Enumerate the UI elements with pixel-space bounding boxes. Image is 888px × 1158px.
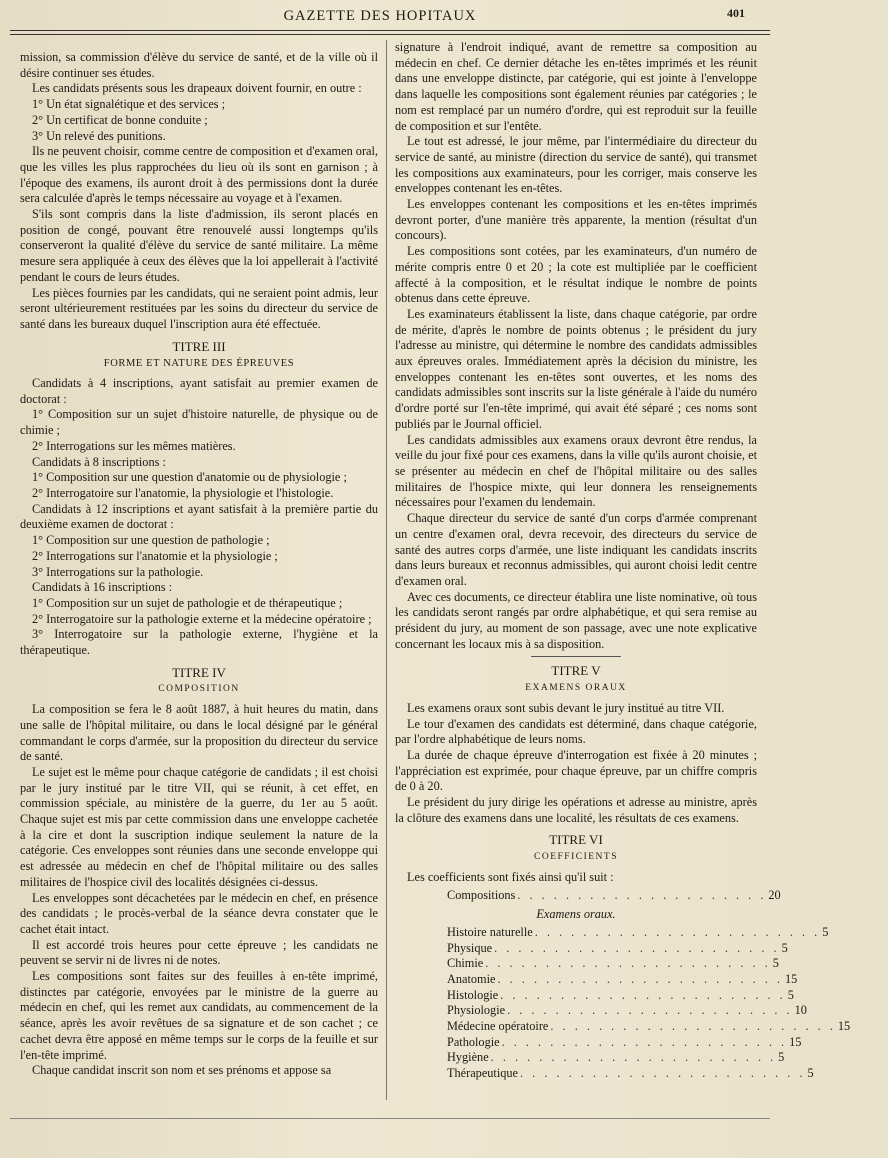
coefficients-table [395, 887, 851, 1082]
paragraph: Chaque candidat inscrit son nom et ses prénoms et appose sa [32, 1063, 332, 1078]
paragraph: La durée de chaque épreuve d'interrogation est fixée à 20 minutes ; l'appréciation est exprimée, pour chaque épreuve, par un chiffre compris de 0 à 20. [395, 747, 757, 794]
page-number: 401 [727, 6, 745, 20]
coefficient-label: Chimie [447, 956, 484, 971]
coefficient-value: 20 [768, 887, 781, 902]
coefficient-value: 5 [781, 940, 788, 955]
coefficient-row [395, 887, 781, 904]
list-item: 2° Interrogations sur l'anatomie et la physiologie ; [32, 548, 278, 563]
header-rule-thin [10, 34, 770, 35]
coefficient-label: Compositions [447, 887, 516, 902]
section-subtitle-titre-4: COMPOSITION [158, 684, 240, 695]
coefficient-row [395, 924, 829, 941]
coefficient-row [395, 972, 798, 988]
coefficient-value: 15 [837, 1019, 851, 1034]
coefficient-label: Médecine opératoire [447, 1019, 549, 1034]
coefficient-row [395, 1066, 814, 1082]
paragraph: Les pièces fournies par les candidats, qui ne seraient point admis, leur seront ultérieurement restituées par les soins du directeur du service de santé dans les bureaux duquel l'inscription aura été effectuée. [20, 285, 378, 331]
dot-leader: . . . . . . . . . . . . . . . . . . . . . [517, 887, 767, 902]
paragraph: Le tout est adressé, le jour même, par l'intermédiaire du directeur du service de santé, au ministre (direction du service de santé), qui transmet les compositions aux examinateurs, pour les corriger, mais conserve les enveloppes contenant les en-têtes. [395, 134, 757, 196]
footer-rule [10, 1118, 770, 1119]
paragraph: Le sujet est le même pour chaque catégorie de candidats ; il est choisi par le jury institué par le titre VII, qui se réunit, à cet effet, en commission spéciale, au ministère de la guerre, du 1er au 5 août. Chaque sujet est mis par cette commission dans une enveloppe cachetée à la cire et dont la suscription indique seulement la nature de la catégorie. Ces enveloppes sont réunies dans une seconde enveloppe qui est adressée au médecin en chef de l'hôpital militaire ou des salles militaires de l'hospice civil des localités désignées ci-dessus. [20, 764, 378, 889]
section-title-titre-5: TITRE V [551, 663, 601, 679]
paragraph: Candidats à 4 inscriptions, ayant satisfait au premier examen de doctorat : [20, 376, 378, 406]
section-title-titre-3: TITRE III [172, 338, 226, 354]
coefficient-label: Histologie [447, 987, 499, 1002]
list-item: 3° Un relevé des punitions. [32, 128, 166, 143]
coefficient-value: 10 [794, 1003, 807, 1018]
list-item: 1° Composition sur un sujet d'histoire naturelle, de physique ou de chimie ; [20, 407, 378, 438]
paragraph: Les candidats admissibles aux examens oraux devront être rendus, la veille du jour fixé pour ces examens, dans la ville qu'ils auront choisie, et se présenter au médecin en chef de l'hôpital militaire ou des salles militaires de l'hospice mixte, qui leur donnera les renseignements nécessaires pour l'examen du lendemain. [395, 432, 757, 510]
list-item: 3° Interrogatoire sur la pathologie externe, l'hygiène et la thérapeutique. [20, 627, 378, 658]
coefficient-label: Hygiène [447, 1050, 489, 1065]
header-rule-thick [10, 30, 770, 31]
oral-exams-heading: Examens oraux. [536, 907, 616, 922]
paragraph: Candidats à 8 inscriptions : [32, 454, 166, 469]
paragraph: Chaque directeur du service de santé d'un corps d'armée comprenant un centre d'examen oral, devra recevoir, des directeurs du service de santé des autres corps d'armée, une liste indiquant les candidats inscrits dans leurs bureaux et reconnus admissibles, qui auront choisi ledit centre d'examen oral. [395, 511, 757, 588]
coefficient-row [395, 940, 788, 957]
coefficient-value: 15 [785, 972, 798, 987]
coefficient-row [395, 1019, 851, 1035]
paragraph: S'ils sont compris dans la liste d'admission, ils seront placés en position de congé, pouvant être renouvelé aussi longtemps qu'ils conserveront la qualité d'élève du service de santé militaire. La même mesure sera appliquée à ceux des élèves que la loi appellerait à l'activité pendant le cours de leurs études. [20, 207, 378, 284]
coefficient-label: Histoire naturelle [447, 924, 533, 939]
list-item: 2° Interrogatoire sur l'anatomie, la physiologie et l'histologie. [32, 485, 334, 500]
paragraph: Candidats à 16 inscriptions : [32, 580, 173, 595]
paragraph: Les examens oraux sont subis devant le jury institué au titre VII. [407, 700, 725, 715]
section-title-titre-4: TITRE IV [172, 664, 226, 680]
dot-leader: . . . . . . . . . . . . . . . . . . . . . . . . [501, 1034, 788, 1049]
dot-leader: . . . . . . . . . . . . . . . . . . . . . . . . [490, 1050, 777, 1065]
left-column [20, 40, 378, 1079]
list-item: 2° Interrogations sur les mêmes matières. [32, 438, 236, 453]
dot-leader: . . . . . . . . . . . . . . . . . . . . . . . . [507, 1003, 793, 1018]
journal-title: GAZETTE DES HOPITAUX [283, 8, 477, 24]
coefficient-row [395, 1050, 785, 1066]
paragraph: La composition se fera le 8 août 1887, à huit heures du matin, dans une salle de l'hôpital militaire, ou dans le local désigné par le général commandant le corps d'armée, sur la proposition du directeur du service de santé. [20, 702, 378, 764]
paragraph: Les compositions sont faites sur des feuilles à en-tête imprimé, distinctes par catégorie, envoyées par le ministre de la guerre au médecin en chef, qui les remet aux candidats, au commencement de la séance, après les avoir revêtues de sa signature et de son cachet ; ce cachet devra être apposé en même temps sur le corps de la feuille et sur l'en-tête imprimé. [20, 969, 378, 1062]
coefficient-value: 5 [787, 987, 794, 1002]
dot-leader: . . . . . . . . . . . . . . . . . . . . . . . . [534, 924, 821, 939]
section-divider [531, 656, 621, 657]
dot-leader: . . . . . . . . . . . . . . . . . . . . . . . . [550, 1019, 836, 1034]
right-column [395, 40, 851, 1082]
list-item: 1° Composition sur un sujet de pathologie et de thérapeutique ; [32, 595, 343, 610]
paragraph: Le président du jury dirige les opérations et adresse au ministre, après la clôture des examens dans une localité, les résultats de ces examens. [395, 795, 757, 825]
paragraph: Les compositions sont cotées, par les examinateurs, d'un numéro de mérite compris entre 0 et 20 ; la cote est multipliée par le coefficient affecté à la composition, et le résultat indique le nombre de points obtenus dans cette épreuve. [395, 244, 757, 306]
coefficient-value: 5 [772, 956, 779, 971]
coefficient-value: 5 [822, 924, 829, 939]
list-item: 2° Interrogatoire sur la pathologie externe et la médecine opératoire ; [32, 611, 372, 626]
coefficient-row [395, 956, 779, 972]
dot-leader: . . . . . . . . . . . . . . . . . . . . . . . . [494, 940, 780, 955]
paragraph: Les enveloppes sont décachetées par le médecin en chef, en présence des candidats ; le procès-verbal de la séance devra constater que le cachet était intact. [20, 890, 378, 936]
paragraph: Les candidats présents sous les drapeaux doivent fournir, en outre : [32, 81, 362, 96]
section-subtitle-titre-5: EXAMENS ORAUX [525, 683, 627, 694]
section-subtitle-titre-3: FORME ET NATURE DES ÉPREUVES [103, 358, 295, 370]
dot-leader: . . . . . . . . . . . . . . . . . . . . . . . . [485, 956, 771, 971]
list-item: 2° Un certificat de bonne conduite ; [32, 112, 208, 127]
paragraph: Il est accordé trois heures pour cette épreuve ; les candidats ne peuvent se servir ni de livres ni de notes. [20, 937, 378, 968]
coefficient-label: Anatomie [447, 972, 496, 987]
paragraph: Ils ne peuvent choisir, comme centre de composition et d'examen oral, que les villes les plus rapprochées du lieu où ils sont en garnison ; à l'époque des examens, ils auront droit à des permissions dont la durée sera calculée d'après le temps nécessaire au voyage et à l'examen. [20, 144, 378, 206]
list-item: 1° Composition sur une question de pathologie ; [32, 533, 270, 548]
paragraph: mission, sa commission d'élève du service de santé, et de la ville où il désire continuer ses études. [20, 50, 378, 80]
coefficient-value: 5 [807, 1066, 814, 1081]
coefficients-intro: Les coefficients sont fixés ainsi qu'il suit : [407, 869, 614, 884]
paragraph: Candidats à 12 inscriptions et ayant satisfait à la première partie du deuxième examen de doctorat : [20, 501, 378, 532]
coefficient-label: Thérapeutique [447, 1066, 519, 1081]
coefficient-label: Physique [447, 940, 493, 955]
paragraph: Les enveloppes contenant les compositions et les en-têtes imprimés devront porter, d'une manière très apparente, la mention (résultat d'un concours). [395, 197, 757, 243]
list-item: 1° Un état signalétique et des services ; [32, 97, 226, 112]
list-item: 1° Composition sur une question d'anatomie ou de physiologie ; [32, 470, 347, 485]
coefficient-row [395, 987, 794, 1004]
coefficient-value: 15 [789, 1034, 802, 1049]
paragraph: Le tour d'examen des candidats est déterminé, dans chaque catégorie, par l'ordre alphabétique de leurs noms. [395, 716, 757, 747]
coefficient-value: 5 [778, 1050, 785, 1065]
paragraph: Avec ces documents, ce directeur établira une liste nominative, où tous les candidats seront rangés par ordre alphabétique, et qui sera remise au président du jury, au moment de son passage, avec une note explicative concernant les locaux mis à sa disposition. [395, 589, 757, 651]
coefficient-row [395, 1003, 807, 1019]
list-item: 3° Interrogations sur la pathologie. [32, 564, 204, 579]
coefficient-row [395, 1034, 802, 1051]
dot-leader: . . . . . . . . . . . . . . . . . . . . . . . . [520, 1066, 806, 1081]
coefficient-label: Pathologie [447, 1034, 500, 1049]
section-subtitle-titre-6: COEFFICIENTS [534, 852, 618, 863]
column-separator [386, 40, 387, 1100]
section-title-titre-6: TITRE VI [549, 832, 603, 848]
dot-leader: . . . . . . . . . . . . . . . . . . . . . . . . [500, 987, 786, 1002]
dot-leader: . . . . . . . . . . . . . . . . . . . . . . . . [497, 972, 783, 987]
paragraph: Les examinateurs établissent la liste, dans chaque catégorie, par ordre de mérite, d'après le nombre de points obtenus ; le président du jury l'adresse au ministre, qui détermine le nombre des candidats admissibles aux épreuves orales. Immédiatement après la décision du ministre, les enveloppes contenant les en-têtes sont ouvertes, et les noms des candidats admissibles sont inscrits sur la liste générale à l'aide du numéro d'ordre porté sur l'en-tête imprimé, qui avait été séparé ; ces noms sont publiés par le Journal officiel. [395, 306, 757, 431]
paragraph: signature à l'endroit indiqué, avant de remettre sa composition au médecin en chef. Ce dernier détache les en-têtes imprimés et les réunit dans une enveloppe distincte, par catégorie, qui est jointe à l'enveloppe dans laquelle les compositions sont également réunies par catégories ; le nom est remplacé par un numéro d'ordre, qui est reproduit sur la feuille de composition et sur l'entête. [395, 40, 757, 133]
oral-coefficient-list [395, 924, 851, 1082]
coefficient-label: Physiologie [447, 1003, 506, 1018]
